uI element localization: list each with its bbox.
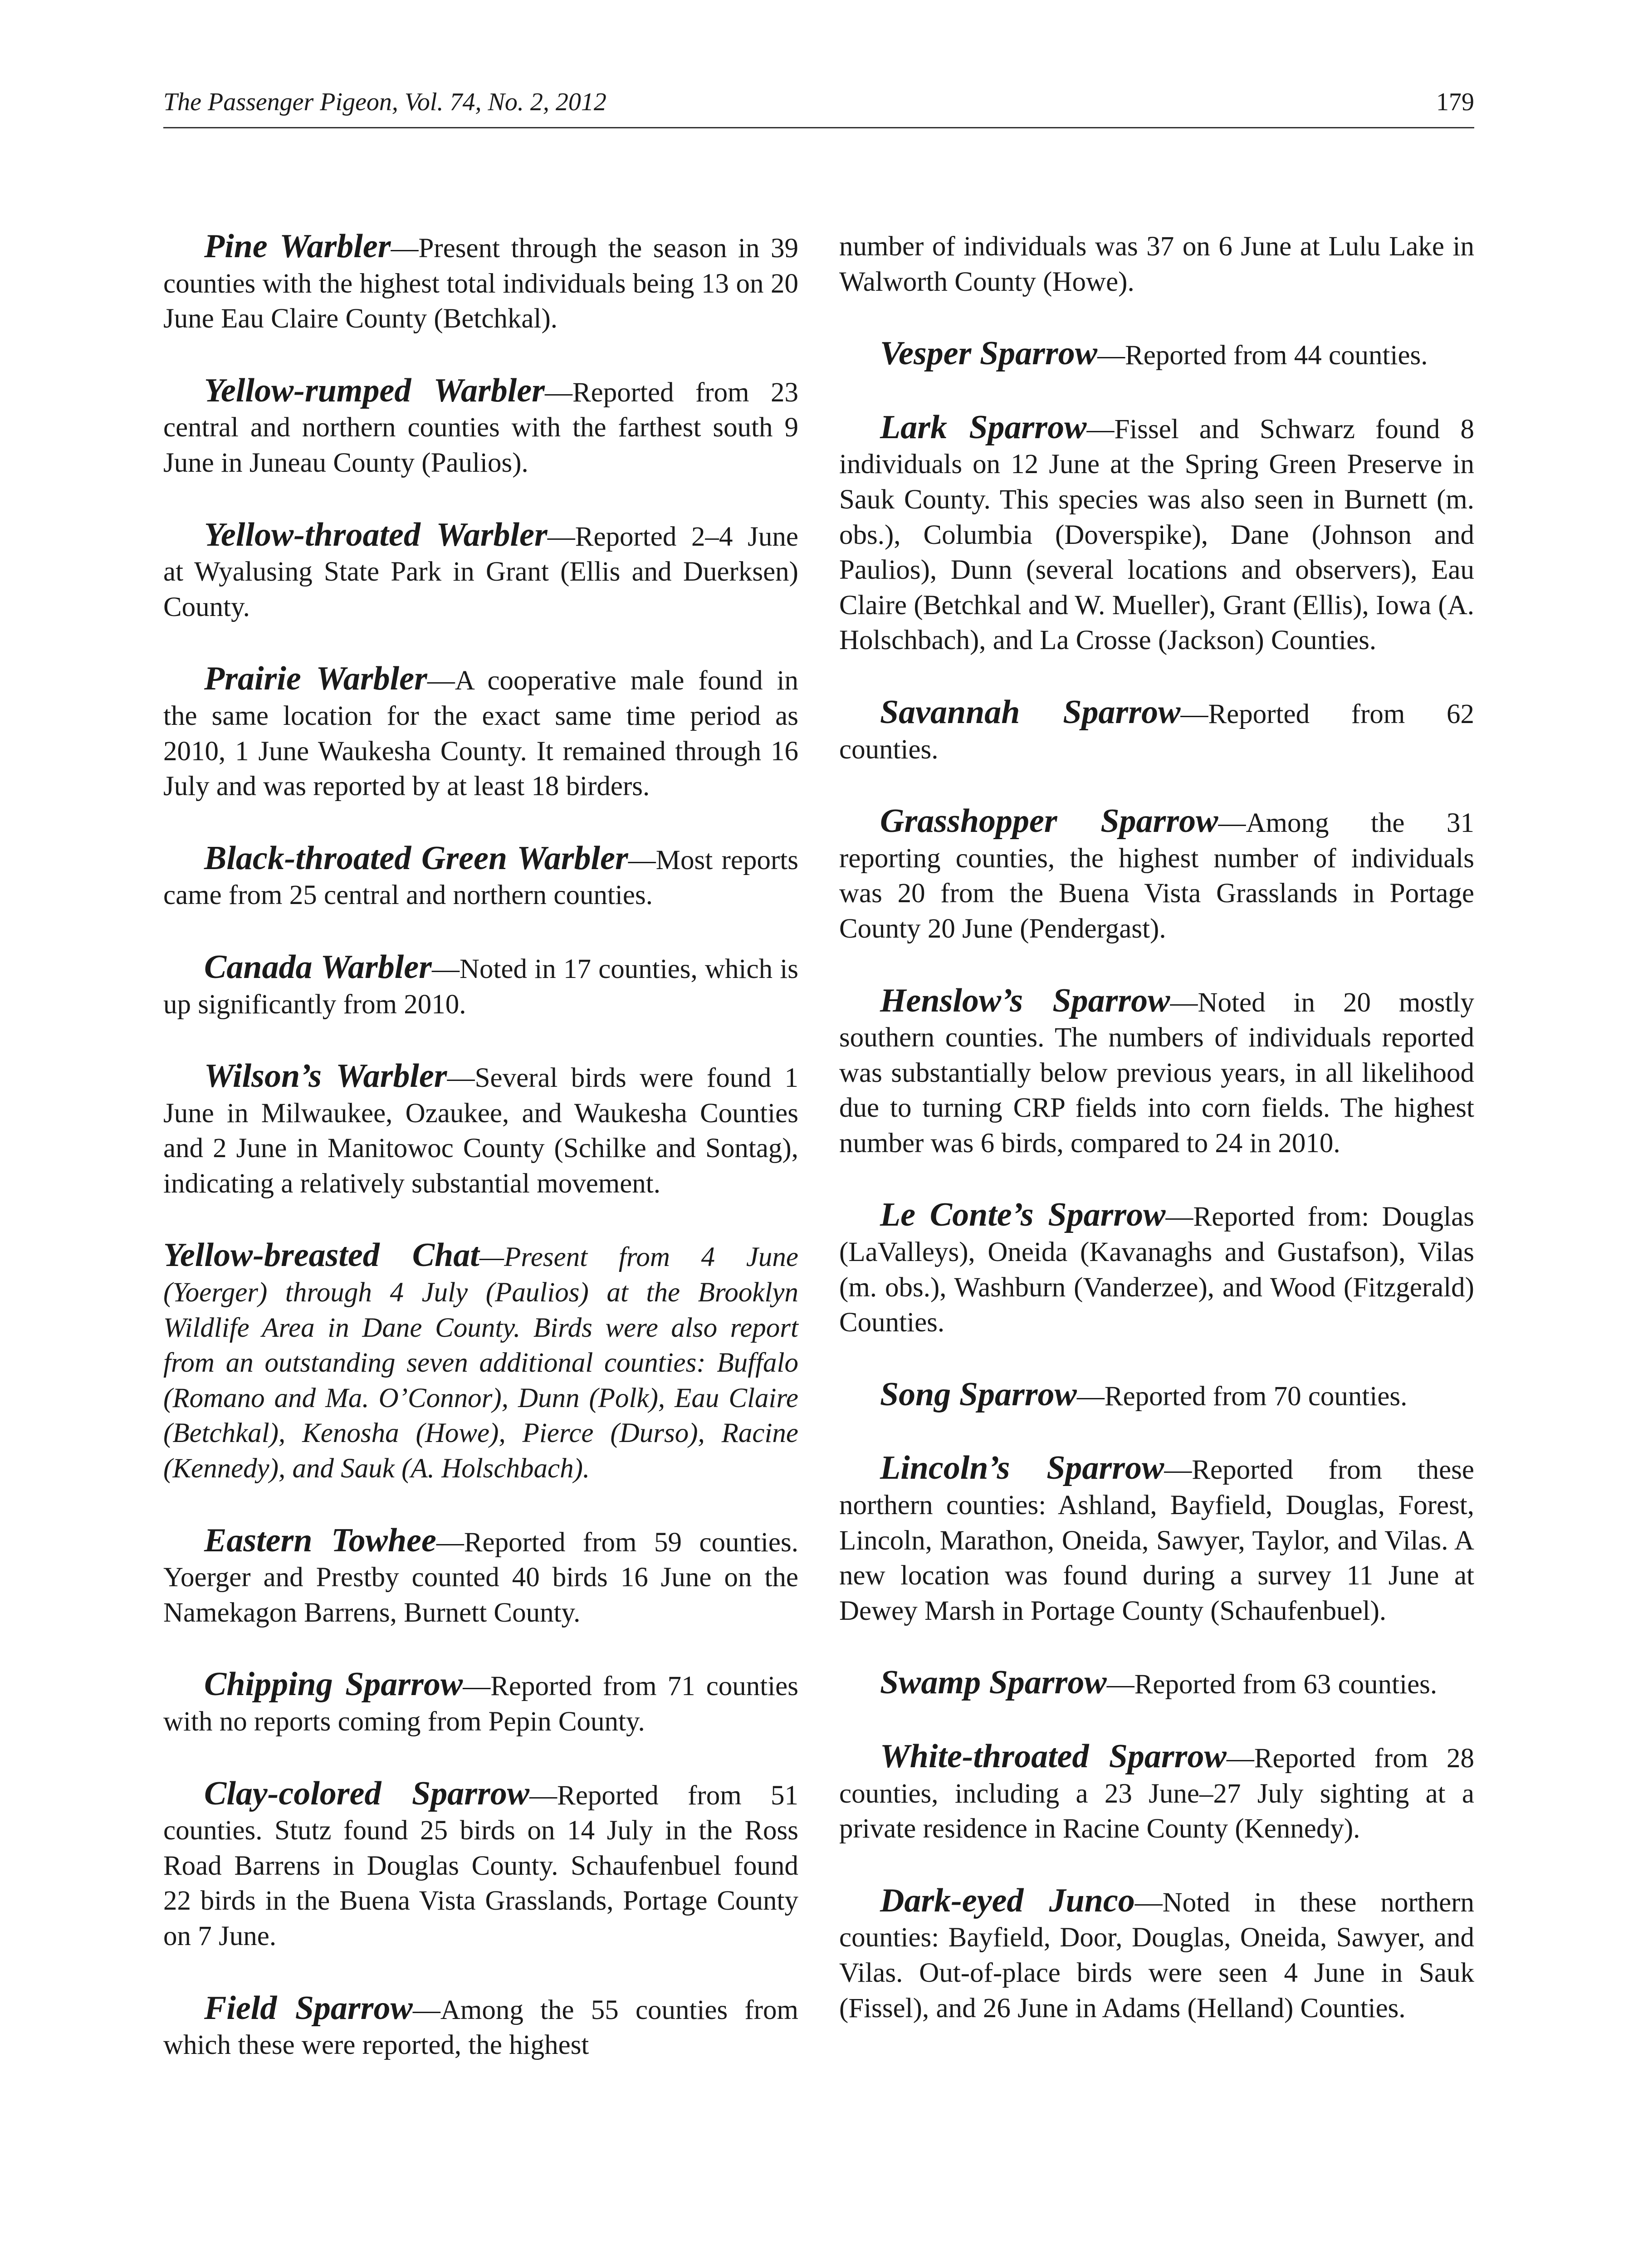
continued-text: number of individuals was 37 on 6 June at Lulu Lake in Walworth County (Howe). (839, 231, 1474, 297)
species-text: Fissel and Schwarz found 8 individuals on 12 June at the Spring Green Preserve in Sauk County. This species was also seen in Burnett (m. obs.), Columbia (Doverspike), Dane (Johnson and Paulios), Dunn (several locations and observers), Eau Claire (Betchkal and W. Mueller), Grant (Ellis), Iowa (A. Holschbach), and La Crosse (Jackson) Counties. (839, 414, 1475, 656)
species-name: Swamp Sparrow (880, 1664, 1107, 1701)
species-name: Vesper Sparrow (880, 335, 1098, 372)
species-text: Reported from 59 counties. Yoerger and Prestby counted 40 birds 16 June on the Namekagon Barrens, Burnett County. (163, 1527, 798, 1628)
species-text: Reported from 44 counties. (1125, 340, 1428, 371)
species-text: A cooperative male found in the same location for the exact same time period as 2010, 1 June Waukesha County. It remained through 16 July and was reported by at least 18 birders. (163, 665, 798, 802)
species-entry: Yellow-breasted Chat—Present from 4 June (Yoerger) through 4 July (Paulios) at the Brooklyn Wildlife Area in Dane County. Birds were also report from an outstanding seven additional counties: Buffalo (Romano and Ma. O’Connor), Dunn (Polk), Eau Claire (Betchkal), Kenosha (Howe), Pierce (Durso), Racine (Kennedy), and Sauk (A. Holschbach). (163, 1237, 798, 1484)
species-name: Eastern Towhee (204, 1521, 436, 1559)
right-column (839, 229, 1474, 2063)
species-name: Grasshopper Sparrow (880, 802, 1218, 840)
species-entry: Black-throated Green Warbler—Most reports came from 25 central and northern counties. (163, 839, 798, 911)
species-entry: Eastern Towhee—Reported from 59 counties. Yoerger and Prestby counted 40 birds 16 June on the Namekagon Barrens, Burnett County. (163, 1521, 798, 1628)
species-entry: Pine Warbler—Present through the season in 39 counties with the highest total individuals being 13 on 20 June Eau Claire County (Betchkal). (163, 228, 798, 334)
species-entry: Field Sparrow—Among the 55 counties from which these were reported, the highest (163, 1989, 798, 2061)
species-text: Present through the season in 39 counties with the highest total individuals being 13 on 20 June Eau Claire County (Betchkal). (163, 233, 798, 334)
species-entry: Lincoln’s Sparrow—Reported from these northern counties: Ashland, Bayfield, Douglas, Forest, Lincoln, Marathon, Oneida, Sawyer, Taylor, and Vilas. A new location was found during a survey 11 June at Dewey Marsh in Portage County (Schaufenbuel). (839, 1449, 1474, 1626)
species-entry: Yellow-rumped Warbler—Reported from 23 central and northern counties with the farthest south 9 June in Juneau County (Paulios). (163, 371, 798, 478)
species-text: Reported 2–4 June at Wyalusing State Park in Grant (Ellis and Duerksen) County. (163, 521, 798, 622)
species-name: Lark Sparrow (880, 408, 1087, 446)
running-header (163, 86, 1474, 128)
species-entry: Le Conte’s Sparrow—Reported from: Douglas (LaValleys), Oneida (Kavanaghs and Gustafson), Vilas (m. obs.), Washburn (Vanderzee), and Wood (Fitzgerald) Counties. (839, 1196, 1474, 1338)
species-entry: Yellow-throated Warbler—Reported 2–4 June at Wyalusing State Park in Grant (Ellis and Duerksen) County. (163, 516, 798, 622)
species-text: Reported from 51 counties. Stutz found 25 birds on 14 July in the Ross Road Barrens in Douglas County. Schaufenbuel found 22 birds in the Buena Vista Grasslands, Portage County on 7 June. (163, 1780, 799, 1951)
species-name: White-throated Sparrow (880, 1738, 1227, 1775)
species-entry: Henslow’s Sparrow—Noted in 20 mostly southern counties. The numbers of individuals reported was substantially below previous years, in all likelihood due to turning CRP fields into corn fields. The highest number was 6 birds, compared to 24 in 2010. (839, 982, 1474, 1158)
species-name: Black-throated Green Warbler (204, 839, 628, 877)
species-text: Among the 55 counties from which these were reported, the highest (163, 1994, 798, 2061)
species-entry: Song Sparrow—Reported from 70 counties. (880, 1375, 1408, 1413)
species-text: Several birds were found 1 June in Milwaukee, Ozaukee, and Waukesha Counties and 2 June in Manitowoc County (Schilke and Sontag), indicating a relatively substantial movement. (163, 1063, 798, 1199)
species-text: Noted in 20 mostly southern counties. The numbers of individuals reported was substantially below previous years, in all likelihood due to turning CRP fields into corn fields. The highest number was 6 birds, compared to 24 in 2010. (839, 987, 1474, 1158)
species-entry: Swamp Sparrow—Reported from 63 counties. (880, 1664, 1437, 1701)
species-entry: Grasshopper Sparrow—Among the 31 reporting counties, the highest number of individuals was 20 from the Buena Vista Grasslands in Portage County 20 June (Pendergast). (839, 802, 1474, 944)
species-name: Henslow’s Sparrow (880, 982, 1170, 1019)
species-name: Yellow-rumped Warbler (204, 371, 545, 409)
species-name: Field Sparrow (204, 1989, 413, 2027)
species-text: Reported from: Douglas (LaValleys), Oneida (Kavanaghs and Gustafson), Vilas (m. obs.), Washburn (Vanderzee), and Wood (Fitzgerald) Counties. (839, 1202, 1474, 1338)
species-text: Reported from 63 counties. (1134, 1669, 1437, 1700)
species-entry: Vesper Sparrow—Reported from 44 counties. (880, 335, 1428, 372)
species-text: Reported from 28 counties, including a 23 June–27 July sighting at a private residence in Racine County (Kennedy). (839, 1743, 1475, 1844)
species-name: Canada Warbler (204, 948, 432, 986)
species-entry: White-throated Sparrow—Reported from 28 counties, including a 23 June–27 July sighting at a private residence in Racine County (Kennedy). (839, 1738, 1475, 1844)
species-entry: Lark Sparrow—Fissel and Schwarz found 8 individuals on 12 June at the Spring Green Preserve in Sauk County. This species was also seen in Burnett (m. obs.), Columbia (Doverspike), Dane (Johnson and Paulios), Dunn (several locations and observers), Eau Claire (Betchkal and W. Mueller), Grant (Ellis), Iowa (A. Holschbach), and La Crosse (Jackson) Counties. (839, 408, 1475, 656)
species-text: Reported from these northern counties: Ashland, Bayfield, Douglas, Forest, Lincoln, Marathon, Oneida, Sawyer, Taylor, and Vilas. A new location was found during a survey 11 June at Dewey Marsh in Portage County (Schaufenbuel). (839, 1455, 1474, 1626)
species-name: Wilson’s Warbler (204, 1057, 447, 1095)
species-name: Song Sparrow (880, 1375, 1077, 1413)
journal-title: The Passenger Pigeon, Vol. 74, No. 2, 2012 (163, 88, 606, 116)
species-entry: Dark-eyed Junco—Noted in these northern counties: Bayfield, Door, Douglas, Oneida, Sawyer, and Vilas. Out-of-place birds were seen 4 June in Sauk (Fissel), and 26 June in Adams (Helland) Counties. (839, 1882, 1474, 2024)
species-text: Among the 31 reporting counties, the highest number of individuals was 20 from the Buena Vista Grasslands in Portage County 20 June (Pendergast). (839, 808, 1474, 944)
species-entry: Clay-colored Sparrow—Reported from 51 counties. Stutz found 25 birds on 14 July in the Ross Road Barrens in Douglas County. Schaufenbuel found 22 birds in the Buena Vista Grasslands, Portage County on 7 June. (163, 1774, 799, 1951)
species-text: Noted in 17 counties, which is up significantly from 2010. (163, 953, 798, 1020)
species-text: Most reports came from 25 central and northern counties. (163, 845, 798, 911)
species-entry: Prairie Warbler—A cooperative male found in the same location for the exact same time period as 2010, 1 June Waukesha County. It remained through 16 July and was reported by at least 18 birders. (163, 660, 798, 802)
species-text: Reported from 23 central and northern counties with the farthest south 9 June in Juneau County (Paulios). (163, 377, 798, 478)
left-column (163, 229, 798, 2100)
species-entry: Chipping Sparrow—Reported from 71 counties with no reports coming from Pepin County. (163, 1666, 798, 1737)
page-number: 179 (1436, 88, 1474, 116)
species-name: Prairie Warbler (204, 660, 427, 698)
species-text: Present from 4 June (Yoerger) through 4 July (Paulios) at the Brooklyn Wildlife Area in Dane County. Birds were also report from an outstanding seven additional counties: Buffalo (Romano and Ma. O’Connor), Dunn (Polk), Eau Claire (Betchkal), Kenosha (Howe), Pierce (Durso), Racine (Kennedy), and Sauk (A. Holschbach). (163, 1242, 798, 1484)
species-name: Pine Warbler (204, 228, 391, 265)
species-text: Reported from 71 counties with no reports coming from Pepin County. (163, 1671, 798, 1737)
species-text: Reported from 70 counties. (1104, 1381, 1408, 1412)
species-name: Chipping Sparrow (204, 1666, 463, 1703)
species-name: Le Conte’s Sparrow (880, 1196, 1166, 1234)
species-name: Clay-colored Sparrow (204, 1774, 530, 1812)
species-name: Yellow-breasted Chat (163, 1237, 479, 1274)
species-entry: Canada Warbler—Noted in 17 counties, which is up significantly from 2010. (163, 948, 798, 1020)
species-text: Reported from 62 counties. (839, 699, 1475, 765)
species-name: Dark-eyed Junco (880, 1882, 1135, 1919)
species-name: Lincoln’s Sparrow (880, 1449, 1164, 1487)
species-entry: Savannah Sparrow—Reported from 62 counties. (839, 693, 1475, 765)
species-name: Savannah Sparrow (880, 693, 1181, 731)
species-text: Noted in these northern counties: Bayfield, Door, Douglas, Oneida, Sawyer, and Vilas. Out-of-place birds were seen 4 June in Sauk (Fissel), and 26 June in Adams (Helland) Counties. (839, 1887, 1474, 2024)
species-entry: Wilson’s Warbler—Several birds were found 1 June in Milwaukee, Ozaukee, and Waukesha Counties and 2 June in Manitowoc County (Schilke and Sontag), indicating a relatively substantial movement. (163, 1057, 798, 1199)
species-name: Yellow-throated Warbler (204, 516, 548, 553)
